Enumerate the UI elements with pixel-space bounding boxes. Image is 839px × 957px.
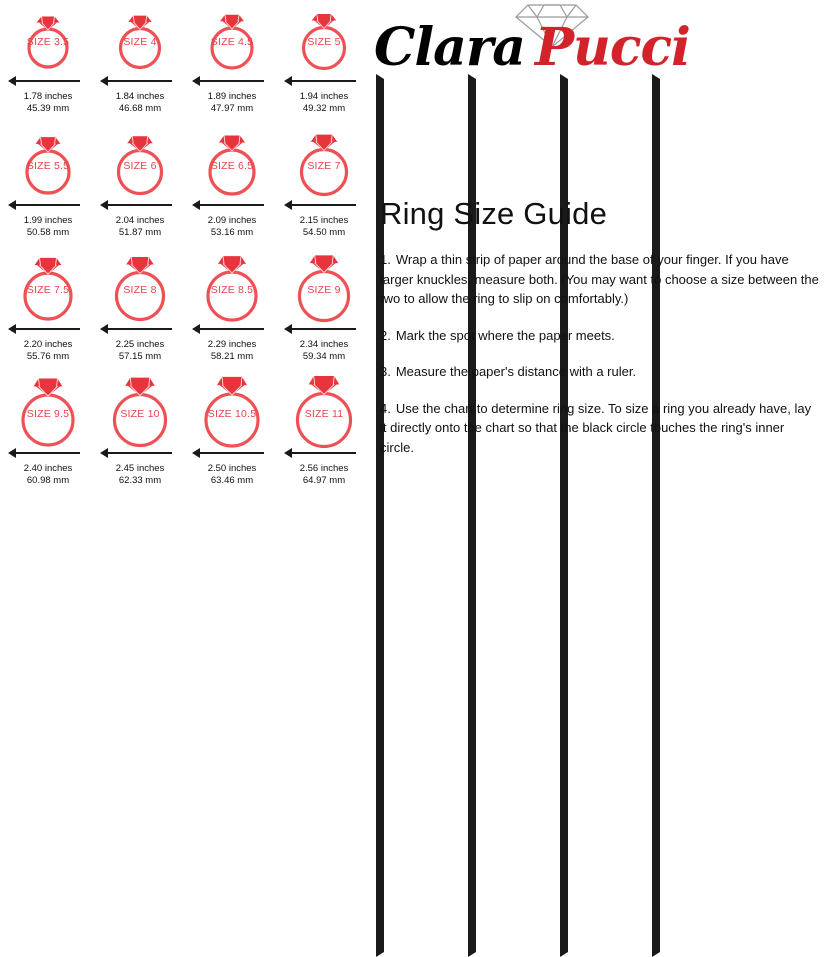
ring-size-label: SIZE 11 xyxy=(304,408,344,420)
ring-mm: 59.34 mm xyxy=(302,350,346,362)
ring-size-label: SIZE 9 xyxy=(307,284,341,296)
ring-illustration xyxy=(2,248,94,322)
ring-inches: 2.09 inches xyxy=(207,215,257,226)
step-number: 1. xyxy=(380,252,391,267)
arrow-line xyxy=(108,452,172,454)
instruction-steps xyxy=(380,250,820,457)
ring-size-label: SIZE 10 xyxy=(120,408,160,420)
ring-illustration xyxy=(186,372,278,446)
arrow-line xyxy=(200,328,264,330)
arrow-line xyxy=(200,452,264,454)
ring-size-cell xyxy=(2,0,94,124)
measurement-arrow xyxy=(94,198,186,212)
ring-mm: 58.21 mm xyxy=(210,350,254,362)
ring-measurement xyxy=(278,339,370,362)
ring-size-cell xyxy=(94,124,186,248)
arrow-line xyxy=(292,328,356,330)
ring-size-cell xyxy=(186,0,278,124)
ring-illustration xyxy=(278,0,370,74)
ring-size-cell xyxy=(186,248,278,372)
measurement-arrow xyxy=(94,446,186,460)
brand-name-first: Clara xyxy=(374,17,525,78)
step-number: 4. xyxy=(380,400,391,416)
ring-illustration xyxy=(94,372,186,446)
instruction-step xyxy=(380,326,820,346)
ring-mm: 51.87 mm xyxy=(118,226,162,238)
arrow-left-icon xyxy=(284,76,292,86)
arrow-left-icon xyxy=(100,76,108,86)
arrow-left-icon xyxy=(100,324,108,334)
ring-size-label: SIZE 10.5 xyxy=(207,408,257,420)
ring-measurement xyxy=(94,215,186,238)
ring-size-chart xyxy=(0,0,372,501)
ring-inches: 1.89 inches xyxy=(207,91,257,102)
ring-illustration xyxy=(186,124,278,198)
arrow-left-icon xyxy=(100,448,108,458)
step-text: Measure the paper's distance with a ruler. xyxy=(395,364,637,379)
ring-inches: 2.34 inches xyxy=(299,339,349,350)
ring-size-label: SIZE 3.5 xyxy=(26,36,70,48)
ring-size-cell xyxy=(94,372,186,496)
arrow-left-icon xyxy=(192,200,200,210)
step-number: 3. xyxy=(380,364,391,379)
ring-size-cell xyxy=(186,372,278,496)
ring-size-label: SIZE 8.5 xyxy=(210,284,254,296)
ring-size-cell xyxy=(278,124,370,248)
arrow-line xyxy=(16,204,80,206)
arrow-line xyxy=(16,328,80,330)
arrow-left-icon xyxy=(8,76,16,86)
arrow-line xyxy=(108,80,172,82)
step-text: Mark the spot where the paper meets. xyxy=(395,327,615,343)
ring-mm: 57.15 mm xyxy=(118,350,162,362)
ring-inches: 1.84 inches xyxy=(115,91,165,102)
measurement-arrow xyxy=(186,198,278,212)
step-text: Wrap a thin strip of paper around the base of your finger. If you have larger knuckles, measure both. (You may want to choose a size between the two to allow the ring to slip on comfortably.) xyxy=(380,252,819,306)
ring-measurement xyxy=(278,215,370,238)
instruction-step xyxy=(380,250,820,309)
ring-size-cell xyxy=(186,124,278,248)
ring-size-cell xyxy=(278,248,370,372)
arrow-line xyxy=(292,80,356,82)
arrow-left-icon xyxy=(284,200,292,210)
ring-size-label: SIZE 8 xyxy=(123,284,157,296)
arrow-left-icon xyxy=(8,448,16,458)
arrow-left-icon xyxy=(8,324,16,334)
ring-mm: 54.50 mm xyxy=(302,226,346,238)
ring-measurement xyxy=(94,339,186,362)
ring-mm: 46.68 mm xyxy=(118,102,162,114)
ring-mm: 55.76 mm xyxy=(26,350,70,362)
brand-header xyxy=(374,0,839,104)
measurement-arrow xyxy=(278,322,370,336)
arrow-left-icon xyxy=(284,448,292,458)
arrow-line xyxy=(200,204,264,206)
ring-measurement xyxy=(94,91,186,114)
ring-mm: 60.98 mm xyxy=(26,474,70,486)
arrow-line xyxy=(292,452,356,454)
ring-illustration xyxy=(94,248,186,322)
arrow-left-icon xyxy=(8,200,16,210)
measurement-arrow xyxy=(94,322,186,336)
measurement-arrow xyxy=(186,446,278,460)
ring-size-label: SIZE 4 xyxy=(123,36,157,48)
measurement-arrow xyxy=(278,74,370,88)
ring-size-cell xyxy=(94,0,186,124)
instruction-step xyxy=(380,399,820,458)
ring-measurement xyxy=(2,215,94,238)
ring-illustration xyxy=(278,248,370,322)
step-number: 2. xyxy=(380,327,391,343)
ring-size-label: SIZE 6 xyxy=(123,160,157,172)
ring-measurement xyxy=(94,463,186,486)
ring-inches: 2.56 inches xyxy=(299,463,349,474)
ring-illustration xyxy=(94,0,186,74)
ring-size-label: SIZE 7.5 xyxy=(26,284,70,296)
ring-illustration xyxy=(278,372,370,446)
ring-inches: 2.45 inches xyxy=(115,463,165,474)
brand-wordmark xyxy=(374,18,774,78)
ring-measurement xyxy=(186,463,278,486)
ring-inches: 2.04 inches xyxy=(115,215,165,226)
ring-size-cell xyxy=(278,372,370,496)
ring-measurement xyxy=(278,91,370,114)
brand-name-second: Pucci xyxy=(534,17,690,78)
ring-size-cell xyxy=(94,248,186,372)
arrow-line xyxy=(108,328,172,330)
arrow-line xyxy=(16,452,80,454)
ring-inches: 2.29 inches xyxy=(207,339,257,350)
ring-mm: 49.32 mm xyxy=(302,102,346,114)
ring-mm: 50.58 mm xyxy=(26,226,70,238)
arrow-left-icon xyxy=(100,200,108,210)
ring-inches: 1.78 inches xyxy=(23,91,73,102)
ring-mm: 62.33 mm xyxy=(118,474,162,486)
ring-measurement xyxy=(186,339,278,362)
ring-mm: 47.97 mm xyxy=(210,102,254,114)
arrow-right-icon xyxy=(652,446,839,957)
ring-measurement xyxy=(2,91,94,114)
measurement-arrow xyxy=(2,198,94,212)
ring-inches: 2.15 inches xyxy=(299,215,349,226)
ring-illustration xyxy=(2,372,94,446)
ring-illustration xyxy=(94,124,186,198)
arrow-left-icon xyxy=(192,448,200,458)
ring-size-cell xyxy=(2,372,94,496)
guide-panel xyxy=(374,0,839,501)
ring-size-label: SIZE 9.5 xyxy=(26,408,70,420)
page-title: Ring Size Guide xyxy=(380,196,608,231)
ring-inches: 2.50 inches xyxy=(207,463,257,474)
ring-measurement xyxy=(2,463,94,486)
ring-illustration xyxy=(278,124,370,198)
ring-size-label: SIZE 5 xyxy=(307,36,341,48)
ring-measurement xyxy=(186,91,278,114)
instruction-step xyxy=(380,362,820,382)
ring-mm: 53.16 mm xyxy=(210,226,254,238)
ring-inches: 2.25 inches xyxy=(115,339,165,350)
measurement-arrow xyxy=(2,322,94,336)
ring-mm: 45.39 mm xyxy=(26,102,70,114)
ring-size-label: SIZE 7 xyxy=(307,160,341,172)
arrow-line xyxy=(200,80,264,82)
arrow-line xyxy=(108,204,172,206)
ring-inches: 2.40 inches xyxy=(23,463,73,474)
ring-measurement xyxy=(278,463,370,486)
arrow-line xyxy=(16,80,80,82)
arrow-line xyxy=(292,204,356,206)
measurement-arrow xyxy=(2,446,94,460)
measurement-arrow xyxy=(94,74,186,88)
arrow-left-icon xyxy=(284,324,292,334)
step-text: Use the chart to determine ring size. To size a ring you already have, lay it directly onto the chart so that the black circle touches the ring's inner circle. xyxy=(380,400,812,455)
ring-mm: 64.97 mm xyxy=(302,474,346,486)
ring-illustration xyxy=(2,0,94,74)
ring-size-label: SIZE 6.5 xyxy=(210,160,254,172)
ring-illustration xyxy=(186,248,278,322)
ring-inches: 1.94 inches xyxy=(299,91,349,102)
ring-size-cell xyxy=(2,124,94,248)
ring-illustration xyxy=(2,124,94,198)
ring-measurement xyxy=(2,339,94,362)
measurement-arrow xyxy=(278,446,370,460)
measurement-arrow xyxy=(186,322,278,336)
ring-inches: 2.20 inches xyxy=(23,339,73,350)
ring-mm: 63.46 mm xyxy=(210,474,254,486)
ring-size-cell xyxy=(278,0,370,124)
ring-size-cell xyxy=(2,248,94,372)
measurement-arrow xyxy=(2,74,94,88)
arrow-left-icon xyxy=(192,76,200,86)
ring-inches: 1.99 inches xyxy=(23,215,73,226)
measurement-arrow xyxy=(186,74,278,88)
ring-size-label: SIZE 4.5 xyxy=(210,36,254,48)
ring-illustration xyxy=(186,0,278,74)
arrow-left-icon xyxy=(192,324,200,334)
ring-size-label: SIZE 5.5 xyxy=(26,160,70,172)
ring-measurement xyxy=(186,215,278,238)
measurement-arrow xyxy=(278,198,370,212)
